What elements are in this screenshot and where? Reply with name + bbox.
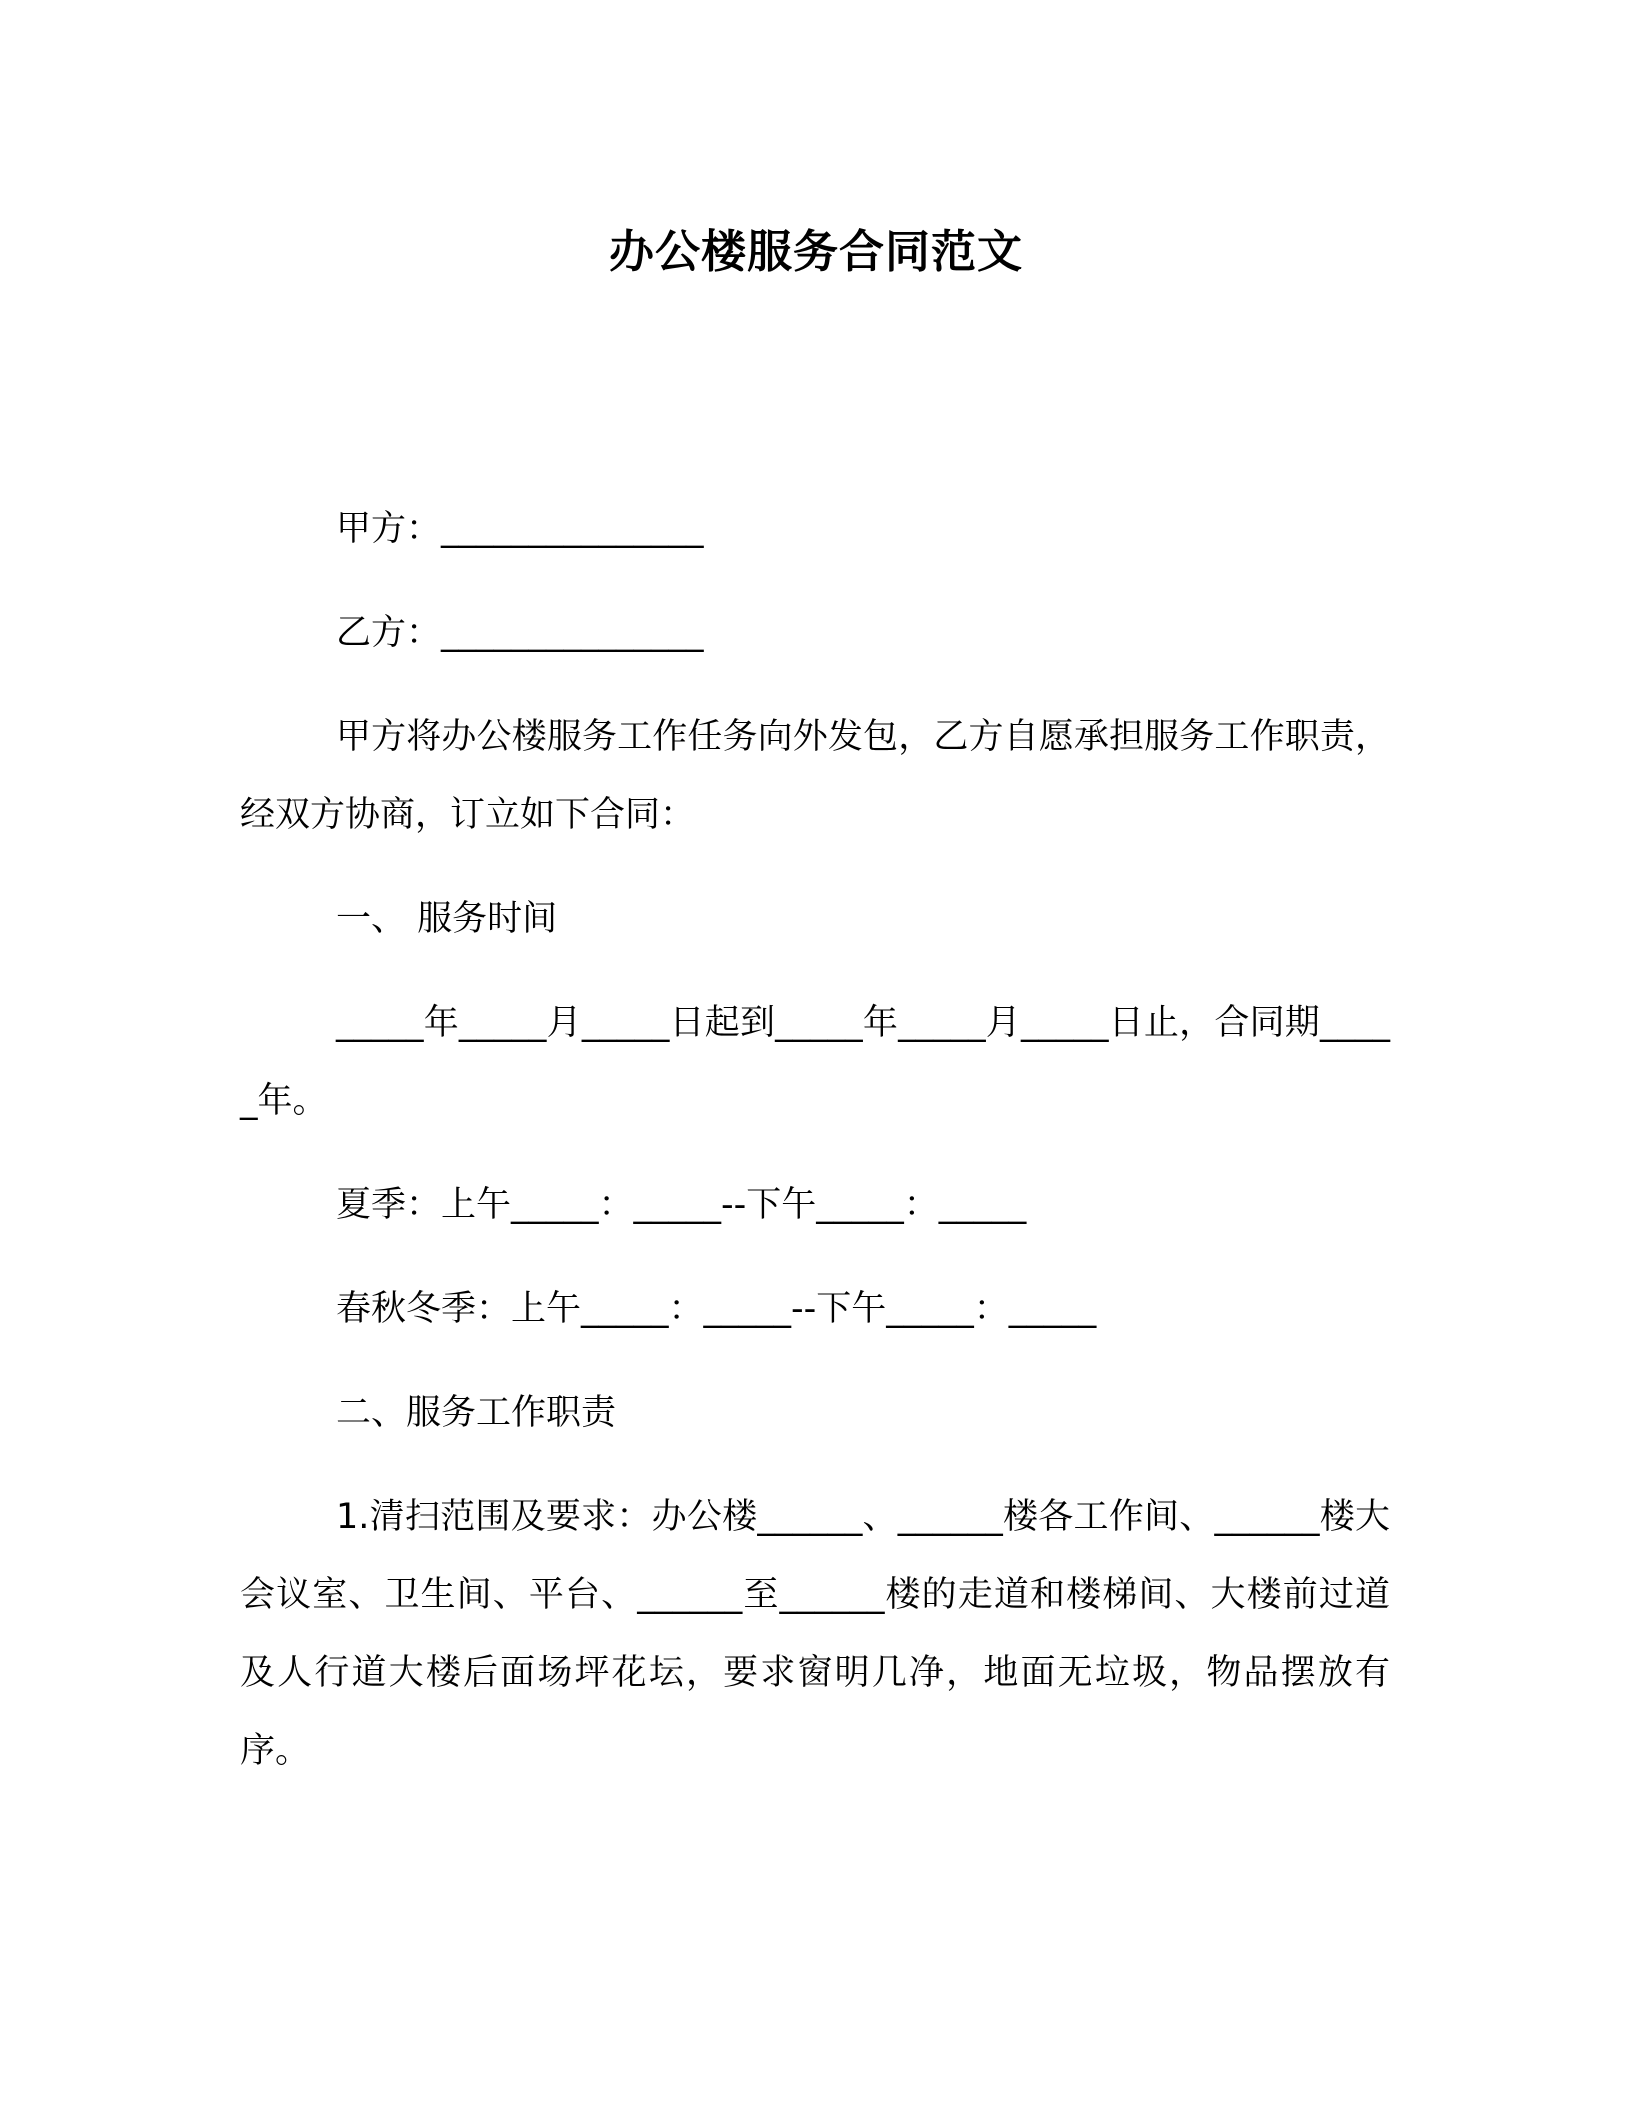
section-heading-service-time: 一、 服务时间 [336,899,558,939]
contract-period-paragraph: _____年_____月_____日起到_____年_____月_____日止，合同期_____年。 [240,1003,1390,1121]
document-title: 办公楼服务合同范文 [608,225,1023,278]
cleaning-scope-paragraph: 1.清扫范围及要求：办公楼______、______楼各工作间、______楼大会议室、卫生间、平台、______至______楼的走道和楼梯间、大楼前过道及人行道大楼后面场坪花坛，要求窗明几净，地面无垃圾，物品摆放有序。 [240,1497,1390,1771]
summer-hours-line: 夏季：上午_____：_____--下午_____：_____ [336,1185,1027,1225]
party-a-line: 甲方：_______________ [336,509,704,549]
intro-paragraph: 甲方将办公楼服务工作任务向外发包，乙方自愿承担服务工作职责，经双方协商，订立如下合同： [240,717,1390,835]
section-heading-duties: 二、服务工作职责 [336,1393,617,1433]
party-b-line: 乙方：_______________ [336,613,704,653]
document-body [240,490,1390,1816]
spring-autumn-winter-hours-line: 春秋冬季：上午_____：_____--下午_____：_____ [336,1289,1097,1329]
